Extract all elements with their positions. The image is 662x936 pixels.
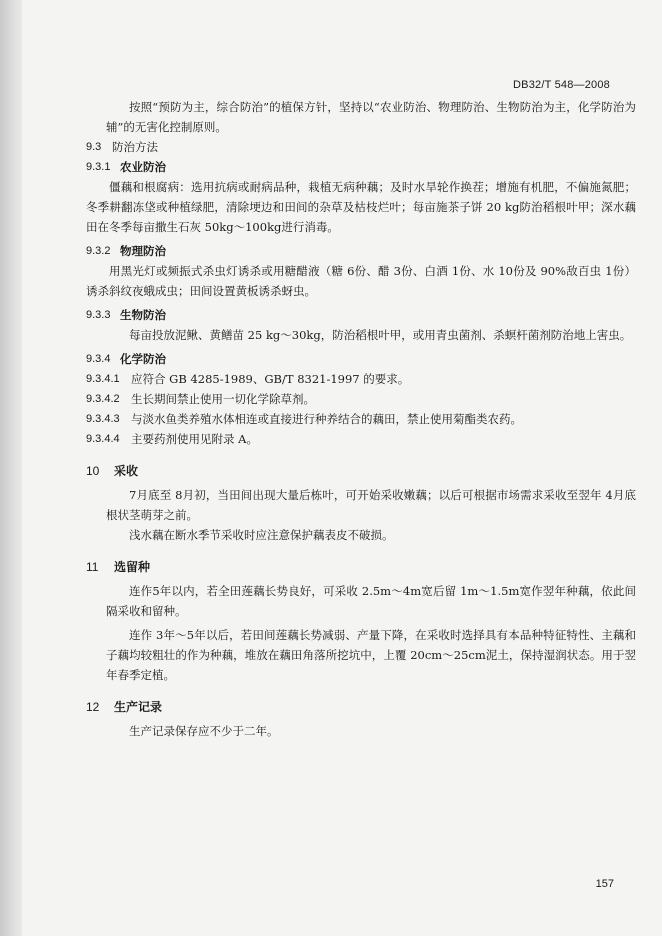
page-binding-edge — [0, 0, 22, 936]
heading-9-3 — [86, 137, 636, 157]
paragraph-10-2: 浅水藕在断水季节采收时应注意保护藕表皮不破损。 — [129, 528, 394, 542]
clause-text: 主要药剂使用见附录 A。 — [131, 432, 258, 446]
heading-title: 农业防治 — [120, 160, 166, 174]
paragraph-9-3-1: 僵藕和根腐病：选用抗病或耐病品种，栽植无病种藕；及时水旱轮作换茬；增施有机肥，不偏施氮肥；冬季耕翻冻垡或种植绿肥，清除埂边和田间的杂草及枯枝烂叶；每亩施茶子饼 20 kg防治稻根叶甲；深水藕田在冬季每亩撒生石灰 50kg～100kg进行消毒。 — [86, 180, 636, 234]
paragraph-11-2: 连作 3年～5年以后，若田间莲藕长势减弱、产量下降，在采收时选择具有本品种特征特性、主藕和子藕均较粗壮的作为种藕，堆放在藕田角落所挖坑中，上覆 20cm～25cm泥土，保持湿润状态。用于翌年春季定植。 — [106, 628, 636, 682]
heading-title: 生产记录 — [114, 700, 163, 714]
heading-9-3-1 — [86, 157, 636, 177]
intro-paragraph: 按照“预防为主，综合防治”的植保方针，坚持以“农业防治、物理防治、生物防治为主，化学防治为辅”的无害化控制原则。 — [106, 100, 636, 134]
paragraph-10-1: 7月底至 8月初，当田间出现大量后栋叶，可开始采收嫩藕；以后可根据市场需求采收至翌年 4月底根状茎萌芽之前。 — [106, 488, 636, 522]
heading-title: 采收 — [114, 464, 139, 478]
heading-title: 生物防治 — [120, 308, 166, 322]
page-number: 157 — [595, 878, 614, 890]
heading-12 — [86, 697, 636, 717]
heading-number: 10 — [86, 464, 100, 478]
clause-9-3-4-4 — [86, 429, 636, 449]
heading-number: 9.3.2 — [86, 245, 111, 257]
heading-number: 11 — [86, 560, 99, 574]
heading-number: 9.3 — [86, 141, 102, 153]
document-page — [22, 0, 662, 936]
document-code: DB32/T 548—2008 — [513, 79, 610, 91]
heading-title: 选留种 — [114, 560, 151, 574]
heading-number: 9.3.4 — [86, 353, 111, 365]
heading-title: 化学防治 — [120, 352, 166, 366]
clause-number: 9.3.4.2 — [86, 393, 120, 405]
clause-number: 9.3.4.1 — [86, 373, 120, 385]
heading-9-3-3 — [86, 305, 636, 325]
paragraph-9-3-2: 用黑光灯或频振式杀虫灯诱杀或用糖醋液（糖 6份、醋 3份、白酒 1份、水 10份及 90%敌百虫 1份）诱杀斜纹夜蛾成虫；田间设置黄板诱杀蚜虫。 — [86, 264, 636, 298]
clause-9-3-4-3 — [86, 409, 636, 429]
clause-text: 与淡水鱼类养殖水体相连或直接进行种养结合的藕田，禁止使用菊酯类农药。 — [131, 412, 522, 426]
paragraph-9-3-3: 每亩投放泥鳅、黄鳝苗 25 kg～30kg，防治稻根叶甲，或用青虫菌剂、杀螟杆菌剂防治地上害虫。 — [129, 328, 632, 342]
page-body — [86, 97, 636, 741]
clause-number: 9.3.4.4 — [86, 433, 120, 445]
clause-number: 9.3.4.3 — [86, 413, 120, 425]
heading-title: 防治方法 — [112, 140, 158, 154]
clause-9-3-4-1 — [86, 369, 636, 389]
heading-number: 12 — [86, 700, 100, 714]
clause-text: 生长期间禁止使用一切化学除草剂。 — [131, 392, 315, 406]
heading-9-3-2 — [86, 241, 636, 261]
paragraph-11-1: 连作5年以内，若全田莲藕长势良好，可采收 2.5m～4m宽后留 1m～1.5m宽作翌年种藕，依此间隔采收和留种。 — [106, 584, 636, 618]
clause-9-3-4-2 — [86, 389, 636, 409]
heading-11 — [86, 557, 636, 577]
heading-number: 9.3.3 — [86, 309, 111, 321]
heading-9-3-4 — [86, 349, 636, 369]
heading-10 — [86, 461, 636, 481]
clause-text: 应符合 GB 4285-1989、GB/T 8321-1997 的要求。 — [131, 372, 410, 386]
heading-number: 9.3.1 — [86, 161, 111, 173]
paragraph-12-1: 生产记录保存应不少于二年。 — [129, 724, 279, 738]
heading-title: 物理防治 — [120, 244, 166, 258]
